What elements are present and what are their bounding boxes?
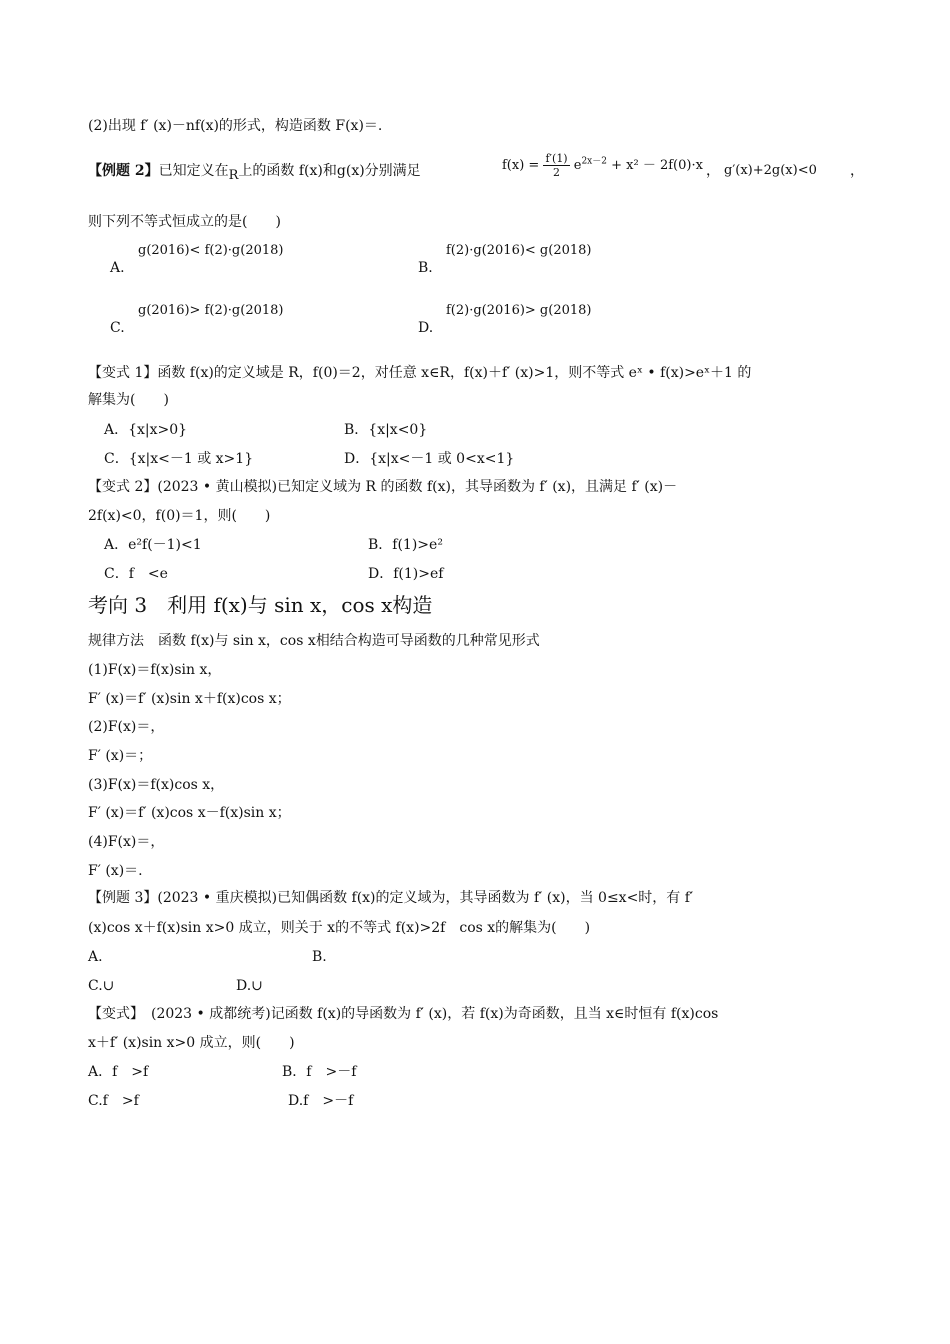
example-2-option-a-label: A. — [110, 260, 125, 276]
variant-3-option-b: B．f >－f — [282, 1064, 357, 1080]
example-2-equation-2: g′(x)+2g(x)<0 — [724, 163, 817, 178]
variant-1-option-a: A．{x|x>0} — [104, 422, 188, 438]
example-2-option-c-math: g(2016)> f(2)·g(2018) — [138, 303, 284, 318]
variant-2-line-2: 2f(x)<0，f(0)＝1，则( ) — [88, 508, 271, 524]
section-3-line-8: F′ (x)＝. — [88, 863, 143, 879]
example-2-option-d-math: f(2)·g(2016)> g(2018) — [446, 303, 592, 318]
example-2-option-b-label: B. — [418, 260, 433, 276]
example-2-equation-1 — [502, 152, 703, 179]
example-2-comma: ， — [706, 163, 720, 179]
variant-3-option-a: A．f >f — [88, 1064, 149, 1080]
example-2-text-b: 上的函数 — [238, 163, 295, 179]
eq1-fraction — [543, 152, 569, 179]
example-2-option-a-math: g(2016)< f(2)·g(2018) — [138, 243, 284, 258]
eq1-exponent: 2x－2 — [581, 156, 607, 167]
example-2-set-r: R — [228, 168, 239, 183]
example-2-and: 和 — [322, 163, 337, 179]
example-2-tag: 【例题 2】 — [88, 163, 159, 179]
example-2-text-c: 分别满足 — [364, 163, 421, 179]
eq1-e: e — [573, 158, 582, 173]
example-3-line-1: 【例题 3】(2023 • 重庆模拟)已知偶函数 f(x)的定义域为，其导函数为 f′ (x)，当 0≤x<时，有 f′ — [88, 890, 694, 906]
variant-2-option-c: C．f <e — [104, 566, 168, 582]
section-3-line-6: F′ (x)＝f′ (x)cos x－f(x)sin x； — [88, 805, 291, 821]
example-3-option-b: B. — [312, 949, 327, 965]
section-3-line-3: (2)F(x)＝， — [88, 719, 165, 735]
example-2-option-d-label: D. — [418, 320, 434, 336]
section-3-line-4: F′ (x)＝； — [88, 748, 153, 764]
example-3-option-a: A. — [88, 949, 103, 965]
example-3-option-d: D.∪ — [236, 978, 263, 994]
variant-2-option-d: D．f(1)>ef — [368, 566, 444, 582]
eq1-numerator: f′(1) — [545, 152, 568, 165]
variant-3-line-2: x＋f′ (x)sin x>0 成立，则( ) — [88, 1035, 295, 1051]
variant-1-option-d: D．{x|x<－1 或 0<x<1} — [344, 451, 515, 467]
variant-3-option-d: D.f >－f — [288, 1093, 354, 1109]
variant-2-option-b: B．f(1)>e² — [368, 537, 443, 553]
variant-1-option-c: C．{x|x<－1 或 x>1} — [104, 451, 254, 467]
variant-3-line-1: 【变式】 (2023 • 成都统考)记函数 f(x)的导函数为 f′ (x)，若 f(x)为奇函数，且当 x∈时恒有 f(x)cos — [88, 1006, 719, 1022]
variant-1-line-1: 【变式 1】函数 f(x)的定义域是 R，f(0)＝2，对任意 x∈R，f(x)＋f′ (x)>1，则不等式 eˣ • f(x)>eˣ＋1 的 — [88, 365, 752, 381]
section-3-line-7: (4)F(x)＝， — [88, 834, 165, 850]
example-3-line-2: (x)cos x＋f(x)sin x>0 成立，则关于 x的不等式 f(x)>2f cos x的解集为( ) — [88, 920, 591, 936]
example-2-option-b-math: f(2)·g(2016)< g(2018) — [446, 243, 592, 258]
variant-2-line-1: 【变式 2】(2023 • 黄山模拟)已知定义域为 R 的函数 f(x)，其导函数为 f′ (x)，且满足 f′ (x)－ — [88, 479, 678, 495]
eq1-denominator: 2 — [553, 166, 561, 179]
variant-1-line-2: 解集为( ) — [88, 392, 169, 408]
section-3-line-1: (1)F(x)＝f(x)sin x， — [88, 662, 222, 678]
example-2-stem — [88, 161, 421, 182]
eq1-tail: + x² － 2f(0)·x — [611, 158, 703, 173]
intro-line: (2)出现 f′ (x)－nf(x)的形式，构造函数 F(x)＝. — [88, 118, 383, 134]
variant-3-option-c: C.f >f — [88, 1093, 139, 1109]
section-3-line-5: (3)F(x)＝f(x)cos x， — [88, 777, 225, 793]
variant-2-option-a: A．e²f(－1)<1 — [104, 537, 202, 553]
section-3-line-2: F′ (x)＝f′ (x)sin x＋f(x)cos x； — [88, 691, 291, 707]
example-2-comma-2: ， — [850, 163, 864, 179]
section-3-rule: 规律方法 函数 f(x)与 sin x，cos x相结合构造可导函数的几种常见形式 — [88, 633, 540, 649]
example-2-question: 则下列不等式恒成立的是( ) — [88, 214, 281, 230]
variant-1-option-b: B．{x|x<0} — [344, 422, 428, 438]
example-3-option-c: C.∪ — [88, 978, 115, 994]
example-2-gx: g(x) — [336, 163, 365, 179]
section-3-title: 考向 3 利用 f(x)与 sin x，cos x构造 — [88, 593, 433, 617]
example-2-text-a: 已知定义在 — [158, 163, 229, 179]
example-2-option-c-label: C. — [110, 320, 125, 336]
example-2-fx: f(x) — [298, 163, 323, 179]
eq1-lhs: f(x) = — [502, 158, 540, 173]
